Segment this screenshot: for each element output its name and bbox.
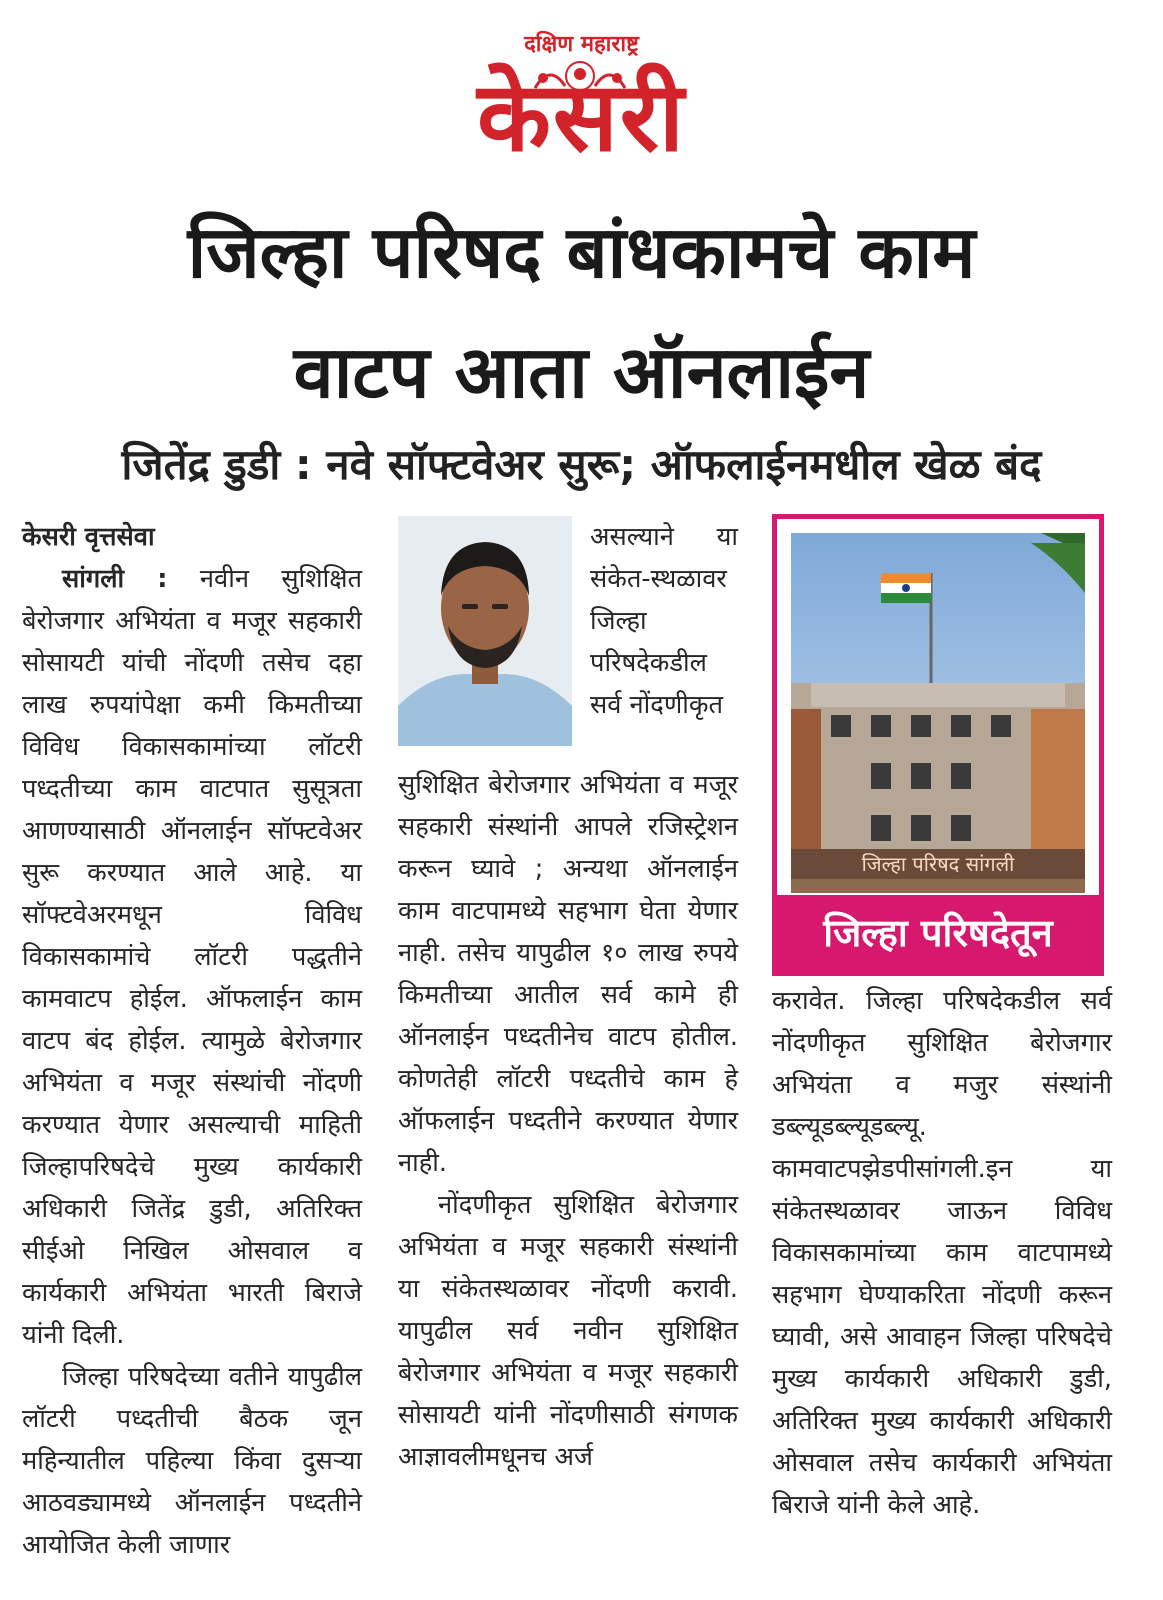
author-portrait-photo xyxy=(398,516,572,746)
column3-paragraph-1: करावेत. जिल्हा परिषदेकडील सर्व नोंदणीकृत सुशिक्षित बेरोजगार अभियंता व मजुर संस्थांनी डब्ल्यूडब्ल्यूडब्ल्यू. कामवाटपझेडपीसांगली.इन या संकेतस्थळावर जाऊन विविध विकासकामांच्या काम वाटपामध्ये सहभाग घेण्याकरिता नोंदणी करून घ्यावी, असे आवाहन जिल्हा परिषदेचे मुख्य कार्यकारी अधिकारी डुडी, अतिरिक्त मुख्य कार्यकारी अधिकारी ओसवाल तसेच कार्यकारी अभियंता बिराजे यांनी केले आहे. xyxy=(772,986,1112,1520)
column1-paragraph-2: जिल्हा परिषदेच्या वतीने यापुढील लॉटरी पध्दतीची बैठक जून महिन्यातील पहिल्या किंवा दुसऱ्या आठवड्यामध्ये ऑनलाईन पध्दतीने आयोजित केली जाणार xyxy=(22,1362,362,1560)
article-column-1 xyxy=(22,516,362,1566)
subheadline: जितेंद्र डुडी : नवे सॉफ्टवेअर सुरू; ऑफलाईनमधील खेळ बंद xyxy=(121,440,1042,489)
column2-paragraph-1: सुशिक्षित बेरोजगार अभियंता व मजूर सहकारी संस्थांनी आपले रजिस्ट्रेशन करून घ्यावे ; अन्यथा ऑनलाईन काम वाटपामध्ये सहभाग घेता येणार नाही. तसेच यापुढील १० लाख रुपये किमतीच्या आतील सर्व कामे ही ऑनलाईन पध्दतीनेच वाटप होतील. कोणतेही लॉटरी पध्दतीचे काम हे ऑफलाईन पध्दतीने करण्यात येणार नाही. xyxy=(398,770,738,1178)
masthead xyxy=(0,0,1163,180)
article-column-2 xyxy=(398,764,738,1478)
column1-paragraph-1 xyxy=(22,558,362,1356)
portrait-figure-icon xyxy=(398,516,572,746)
masthead-title: केसरी xyxy=(477,61,686,173)
column2-top-text: असल्याने या संकेत-स्थळावर जिल्हा परिषदेकडील सर्व नोंदणीकृत xyxy=(590,522,738,720)
feature-box-label: जिल्हा परिषदेतून xyxy=(777,895,1099,971)
headline-line-1: जिल्हा परिषद बांधकामचे काम xyxy=(187,210,976,294)
dateline: सांगली : xyxy=(62,564,168,594)
column2-paragraph-2: नोंदणीकृत सुशिक्षित बेरोजगार अभियंता व मजूर सहकारी संस्थांनी या संकेतस्थळावर नोंदणी करावी. यापुढील सर्व नवीन सुशिक्षित बेरोजगार अभियंता व मजूर सहकारी सोसायटी यांनी नोंदणीसाठी संगणक आज्ञावलीमधूनच अर्ज xyxy=(398,1190,738,1472)
zilla-parishad-building-photo xyxy=(791,533,1085,893)
masthead-subtitle: दक्षिण महाराष्ट्र xyxy=(524,32,639,57)
headline-line-2: वाटप आता ऑनलाईन xyxy=(293,330,870,414)
column1-text-1: नवीन सुशिक्षित बेरोजगार अभियंता व मजूर सहकारी सोसायटी यांची नोंदणी तसेच दहा लाख रुपयांपेक्षा कमी किमतीच्या विविध विकासकामांच्या लॉटरी पध्दतीच्या काम वाटपात सुसूत्रता आणण्यासाठी ऑनलाईन सॉफ्टवेअर सुरू करण्यात आले आहे. या सॉफ्टवेअरमधून विविध विकासकामांचे लॉटरी पद्धतीने कामवाटप होईल. ऑफलाईन काम वाटप बंद होईल. त्यामुळे बेरोजगार अभियंता व मजूर संस्थांची नोंदणी करण्यात येणार असल्याची माहिती जिल्हापरिषदेचे मुख्य कार्यकारी अधिकारी जितेंद्र डुडी, अतिरिक्त सीईओ निखिल ओसवाल व कार्यकारी अभियंता भारती बिराजे यांनी दिली. xyxy=(22,564,363,1350)
building-sign-text: जिल्हा परिषद सांगली xyxy=(861,852,1015,876)
feature-box xyxy=(772,514,1104,976)
article-column-3 xyxy=(772,980,1112,1526)
byline: केसरी वृत्तसेवा xyxy=(22,522,155,552)
building-illustration-icon xyxy=(791,533,1085,893)
